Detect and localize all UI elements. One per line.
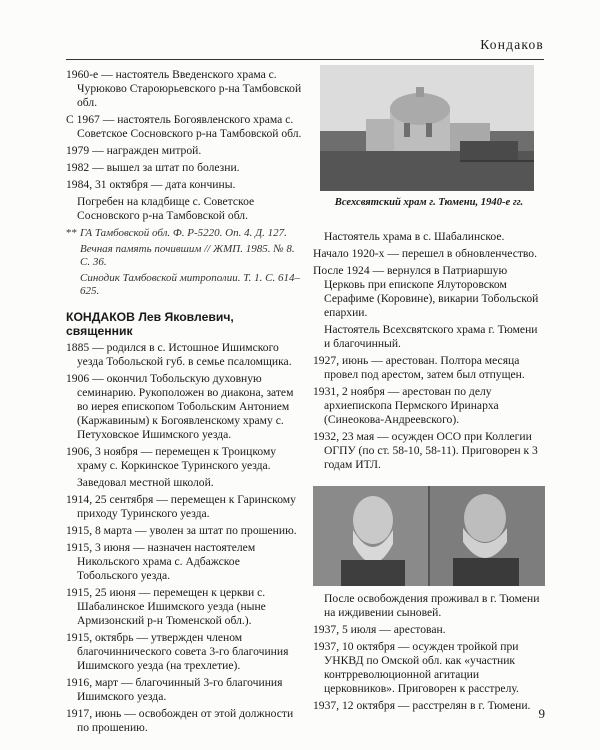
bio-entry: Настоятель храма в с. Шабалинское. — [324, 230, 505, 243]
church-photo — [320, 65, 534, 191]
portrait-photo — [313, 486, 545, 586]
bio-entry: 1915, 25 июня — перемещен к церкви с. Шабалинское Ишимского уезда (ныне Армизонский р-н Тюменской обл.). — [66, 586, 266, 627]
right-column-upper — [313, 230, 545, 475]
bio-entry: 1906, 3 ноября — перемещен к Троицкому храму с. Коркинское Туринского уезда. — [66, 445, 277, 472]
bio-entry: 1917, июнь — освобожден от этой должности по прошению. — [66, 707, 294, 734]
prev-entry: Погребен на кладбище с. Советское Сосновского р-на Тамбовской обл. — [77, 195, 255, 222]
sources-block — [66, 227, 302, 298]
entry-heading-rest: Лев Яковлевич, священник — [66, 310, 234, 338]
source-item: ГА Тамбовской обл. Ф. Р-5220. Оп. 4. Д. 127. — [80, 227, 287, 239]
bio-entry: 1915, 3 июня — назначен настоятелем Никольского храма с. Адбажское Тобольского уезда. — [66, 541, 256, 582]
bio-entry: После 1924 — вернулся в Патриаршую Церковь при епископе Ялуторовском Серафиме (Коровине), викарии Тобольской епархии. — [313, 264, 539, 319]
prev-entry: 1982 — вышел за штат по болезни. — [66, 161, 240, 174]
page-number: 9 — [538, 706, 545, 721]
prev-entry: С 1967 — настоятель Богоявленского храма с. Советское Сосновского р-на Тамбовской обл. — [66, 113, 302, 140]
bio-entry: 1885 — родился в с. Истошное Ишимского уезда Тобольской губ. в семье псаломщика. — [66, 341, 292, 368]
bio-entry: 1916, март — благочинный 3-го благочиния Ишимского уезда. — [66, 676, 283, 703]
entry-heading-surname: КОНДАКОВ — [66, 310, 135, 324]
running-head-rule — [66, 59, 544, 60]
prev-entry: 1984, 31 октября — дата кончины. — [66, 178, 236, 191]
bio-entry: 1937, 12 октября — расстрелян в г. Тюмени. — [313, 699, 531, 712]
running-head-title: Кондаков — [480, 37, 544, 52]
bio-entry: 1914, 25 сентября — перемещен к Гаринскому приходу Туринского уезда. — [66, 493, 296, 520]
entry-heading — [66, 310, 302, 338]
left-column — [66, 68, 302, 738]
prev-entry: 1979 — награжден митрой. — [66, 144, 202, 157]
bio-entry: Начало 1920-х — перешел в обновленчество. — [313, 247, 537, 260]
source-item: Вечная память почившим // ЖМП. 1985. № 8. С. 36. — [80, 243, 295, 268]
bio-entry: 1937, 10 октября — осужден тройкой при УНКВД по Омской обл. как «участник контрреволюционной агитации церковников». Приговорен к расстрелу. — [313, 640, 519, 695]
running-head — [66, 36, 544, 64]
bio-entry: 1927, июнь — арестован. Полтора месяца провел под арестом, затем был отпущен. — [313, 354, 525, 381]
source-item: Синодик Тамбовской митрополии. Т. 1. С. 614–625. — [80, 272, 300, 297]
church-photo-caption: Всехсвятский храм г. Тюмени, 1940-е гг. — [334, 197, 524, 208]
bio-entry: Заведовал местной школой. — [77, 476, 214, 489]
bio-entry: 1906 — окончил Тобольскую духовную семинарию. Рукоположен во диакона, затем во иерея епископом Тобольским Антонием (Каржавиным) к Богоявленскому храму с. Петуховское Ишимского уезда. — [66, 372, 294, 441]
bio-entry: 1915, 8 марта — уволен за штат по прошению. — [66, 524, 297, 537]
right-column-lower — [313, 592, 545, 716]
sources-marker: ** — [66, 227, 77, 239]
portrait-photo-illustration — [313, 486, 545, 586]
bio-entry: 1915, октябрь — утвержден членом благочиннического совета 3-го благочиния Ишимского уезда (на трехлетие). — [66, 631, 289, 672]
bio-entry: После освобождения проживал в г. Тюмени на иждивении сыновей. — [324, 592, 540, 619]
bio-entry: 1931, 2 ноября — арестован по делу архиепископа Пермского Иринарха (Синеокова-Андреевского). — [313, 385, 499, 426]
bio-entry: 1937, 5 июля — арестован. — [313, 623, 446, 636]
prev-entry: 1960-е — настоятель Введенского храма с. Чурюково Староюрьевского р-на Тамбовской обл. — [66, 68, 302, 109]
church-photo-illustration — [320, 65, 534, 191]
bio-entry: 1932, 23 мая — осужден ОСО при Коллегии ОГПУ (по ст. 58-10, 58-11). Приговорен к 3 годам ИТЛ. — [313, 430, 538, 471]
bio-entry: Настоятель Всехсвятского храма г. Тюмени и благочинный. — [324, 323, 538, 350]
